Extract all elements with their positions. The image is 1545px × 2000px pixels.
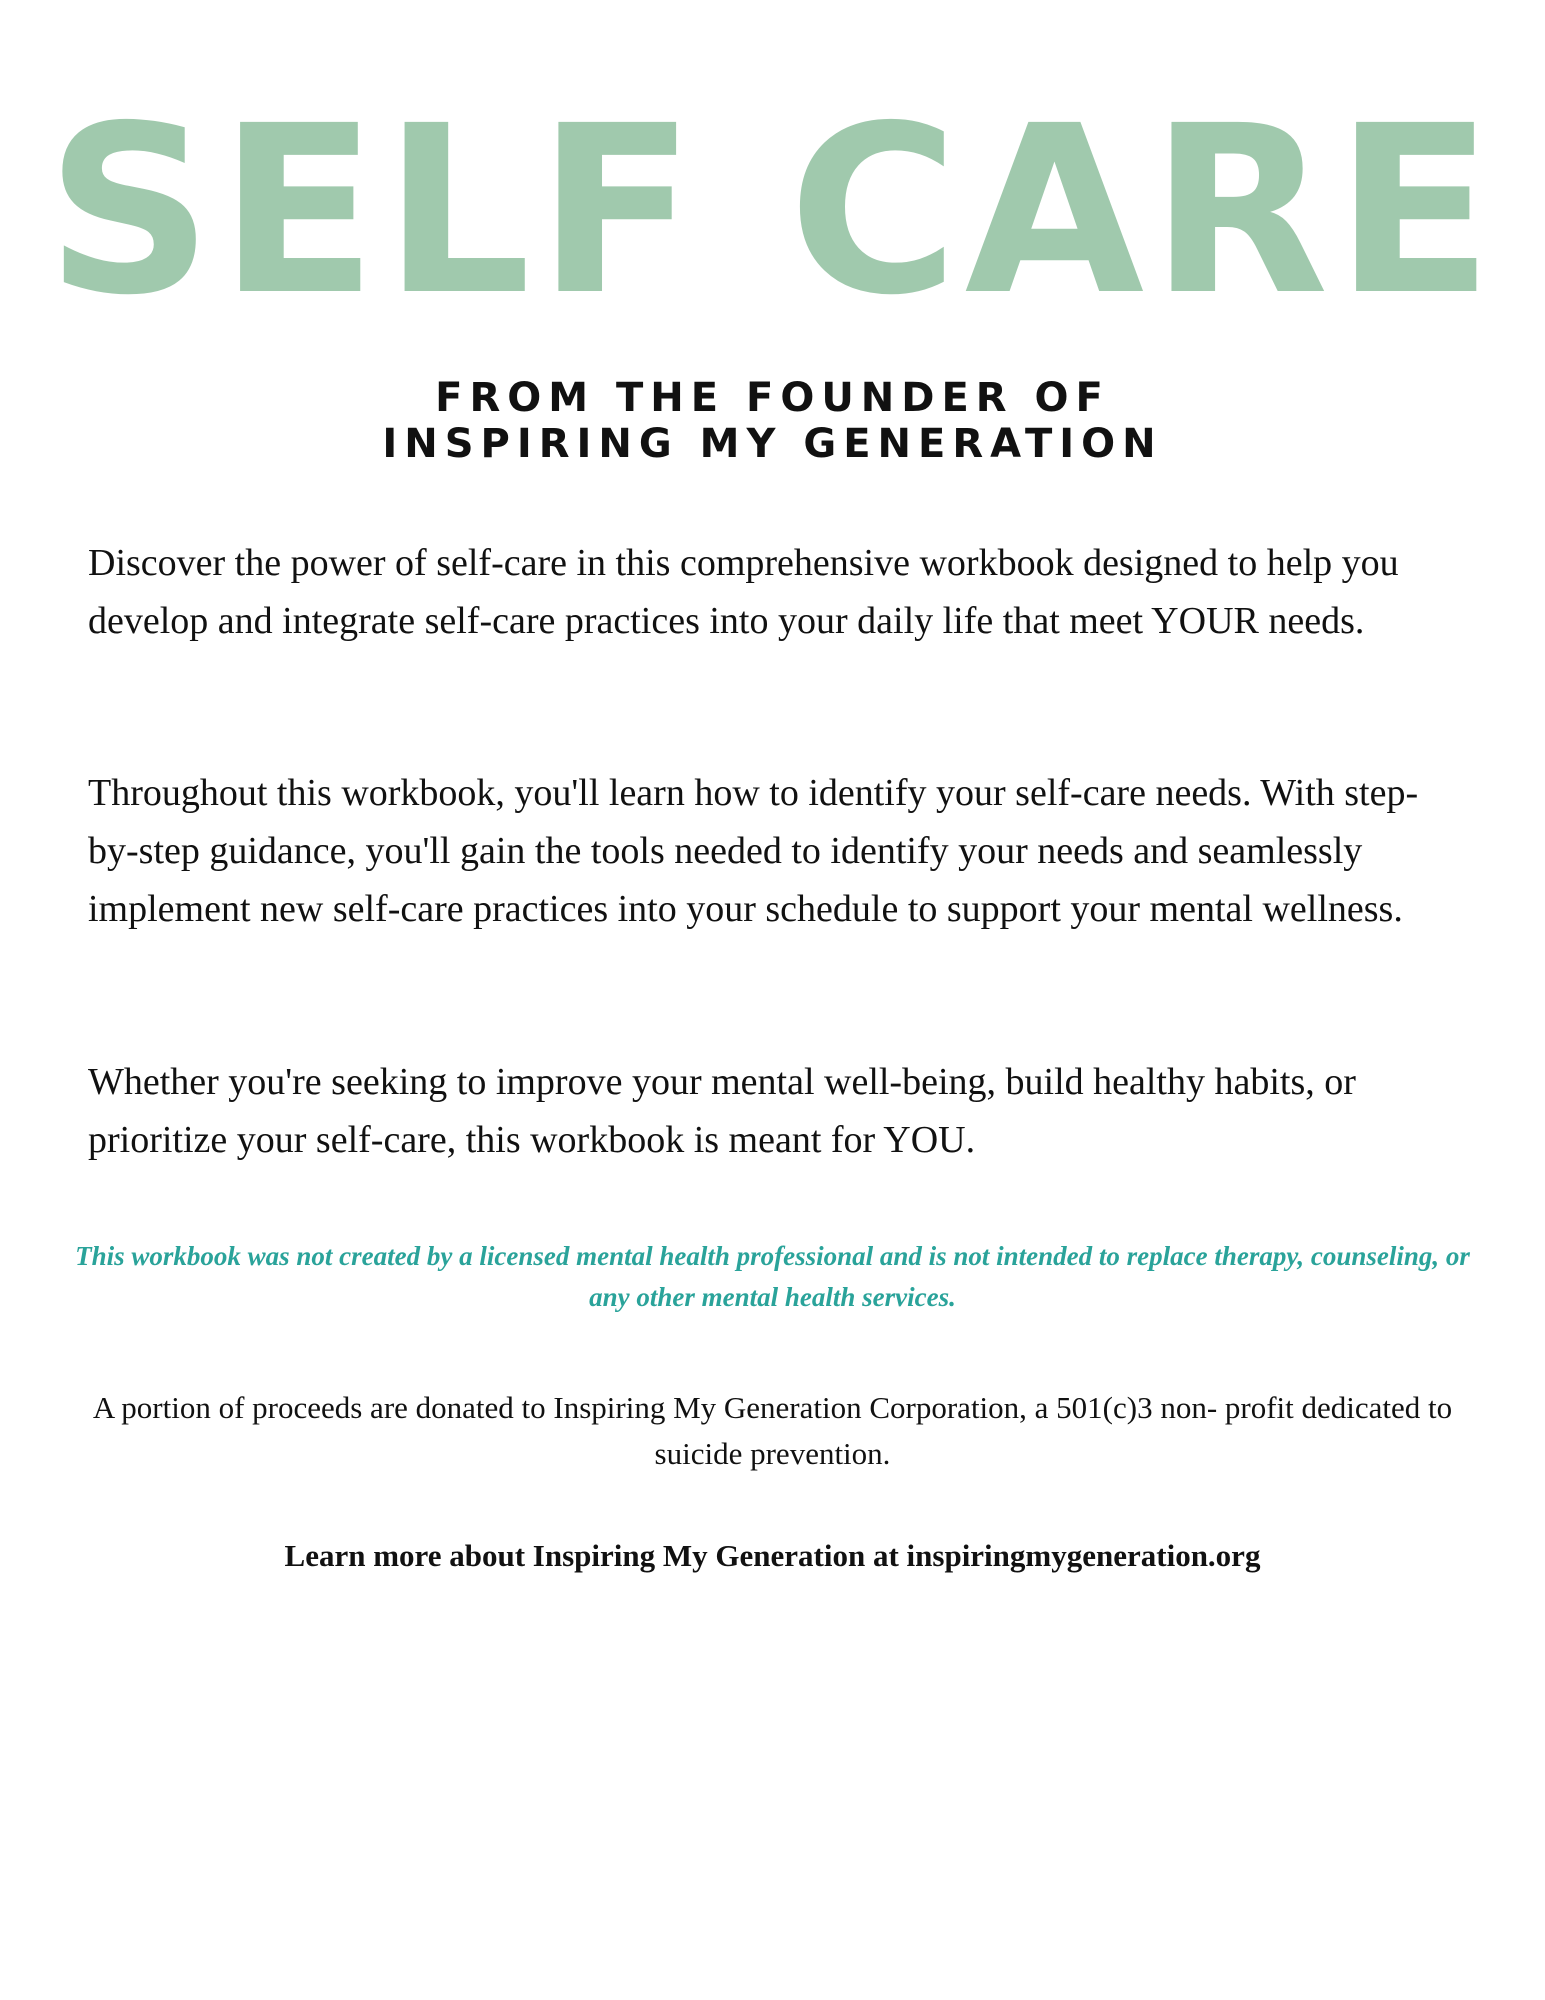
subtitle-line-1: FROM THE FOUNDER OF xyxy=(435,375,1110,421)
proceeds-note: A portion of proceeds are donated to Inspiring My Generation Corporation, a 501(c)3 non- profit dedicated to suicide prevention. xyxy=(92,1390,1453,1471)
subtitle-line-2: INSPIRING MY GENERATION xyxy=(382,421,1163,467)
subtitle xyxy=(0,375,1545,467)
disclaimer-text: This workbook was not created by a licensed mental health professional and is not intended to replace therapy, counseling, or any other mental health services. xyxy=(75,1241,1470,1312)
intro-paragraph: Discover the power of self-care in this comprehensive workbook designed to help you develop and integrate self-care practices into your daily life that meet YOUR needs. xyxy=(88,542,1399,642)
learn-more-text: Learn more about Inspiring My Generation at inspiringmygeneration.org xyxy=(284,1538,1261,1573)
page-title: SELF CARE xyxy=(45,76,1500,346)
guidance-paragraph: Throughout this workbook, you'll learn how to identify your self-care needs. With step-by-step guidance, you'll gain the tools needed to identify your needs and seamlessly implement new self-care practices into your schedule to support your mental wellness. xyxy=(88,772,1419,930)
audience-paragraph: Whether you're seeking to improve your mental well-being, build healthy habits, or prioritize your self-care, this workbook is meant for YOU. xyxy=(88,1061,1356,1161)
